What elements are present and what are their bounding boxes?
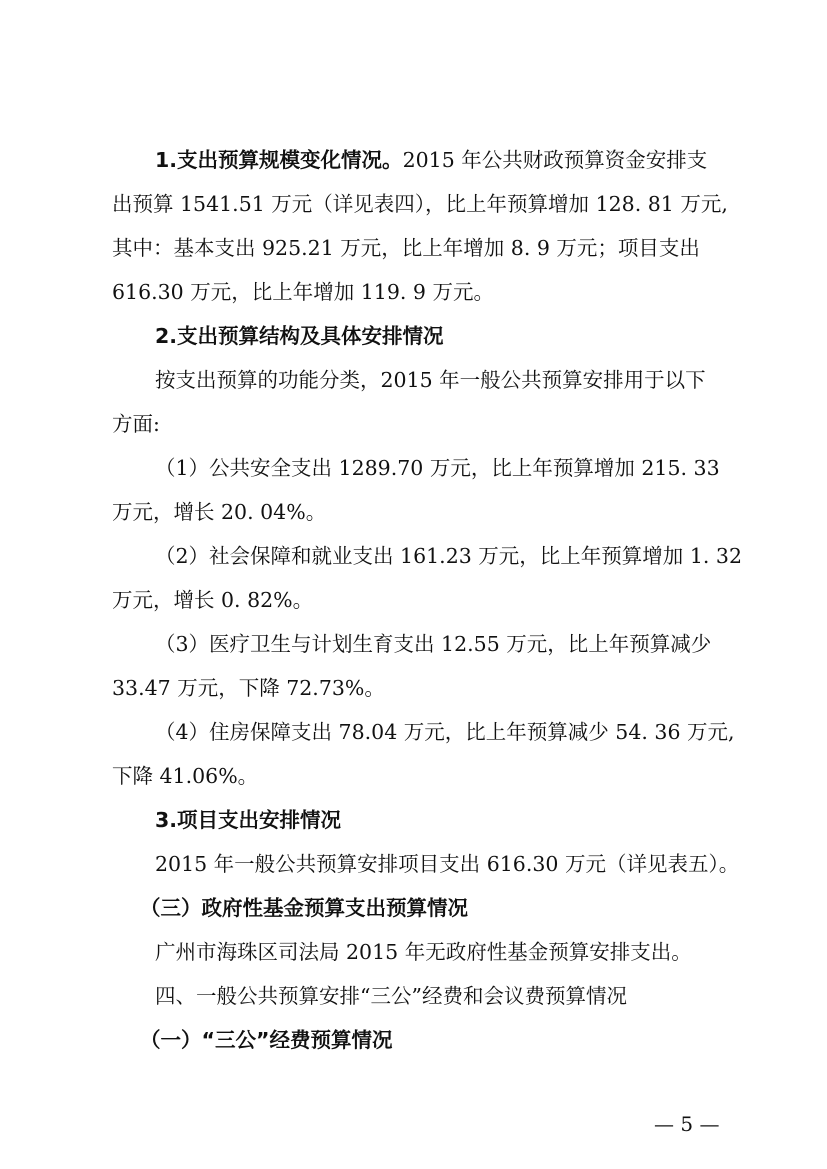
page-number: — 5 — [654,1112,720,1136]
text: 2015 年公共财政预算资金安排支 [402,148,708,172]
heading-budget-scale: 1.支出预算规模变化情况。 [155,148,403,172]
heading-project-spending: 3.项目支出安排情况 [155,808,342,832]
item-housing: （4）住房保障支出 78.04 万元，比上年预算减少 54. 36 万元, [155,720,735,744]
heading-three-public: （一）“三公”经费预算情况 [140,1028,393,1052]
text-line: 2015 年一般公共预算安排项目支出 616.30 万元（详见表五）。 [155,852,740,876]
heading-structure: 2.支出预算结构及具体安排情况 [155,324,444,348]
item-health-cont: 33.47 万元，下降 72.73%。 [112,676,385,700]
item-health: （3）医疗卫生与计划生育支出 12.55 万元，比上年预算减少 [155,632,712,656]
heading-gov-fund: （三）政府性基金预算支出预算情况 [140,896,468,920]
text-line: 616.30 万元，比上年增加 119. 9 万元。 [112,280,494,304]
text-line: 出预算 1541.51 万元（详见表四），比上年预算增加 128. 81 万元, [112,192,728,216]
text-line: 其中：基本支出 925.21 万元，比上年增加 8. 9 万元；项目支出 [112,236,700,260]
text-line: 按支出预算的功能分类，2015 年一般公共预算安排用于以下 [155,368,706,392]
text-line: 广州市海珠区司法局 2015 年无政府性基金预算安排支出。 [155,940,692,964]
item-social-security: （2）社会保障和就业支出 161.23 万元，比上年预算增加 1. 32 [155,544,742,568]
item-public-security: （1）公共安全支出 1289.70 万元，比上年预算增加 215. 33 [155,456,720,480]
item-public-security-cont: 万元，增长 20. 04%。 [112,500,327,524]
heading-section-four: 四、一般公共预算安排“三公”经费和会议费预算情况 [155,984,627,1008]
text-line: 方面: [112,412,160,436]
item-social-security-cont: 万元，增长 0. 82%。 [112,588,314,612]
paragraph-budget-scale [155,145,707,175]
item-housing-cont: 下降 41.06%。 [112,764,259,788]
